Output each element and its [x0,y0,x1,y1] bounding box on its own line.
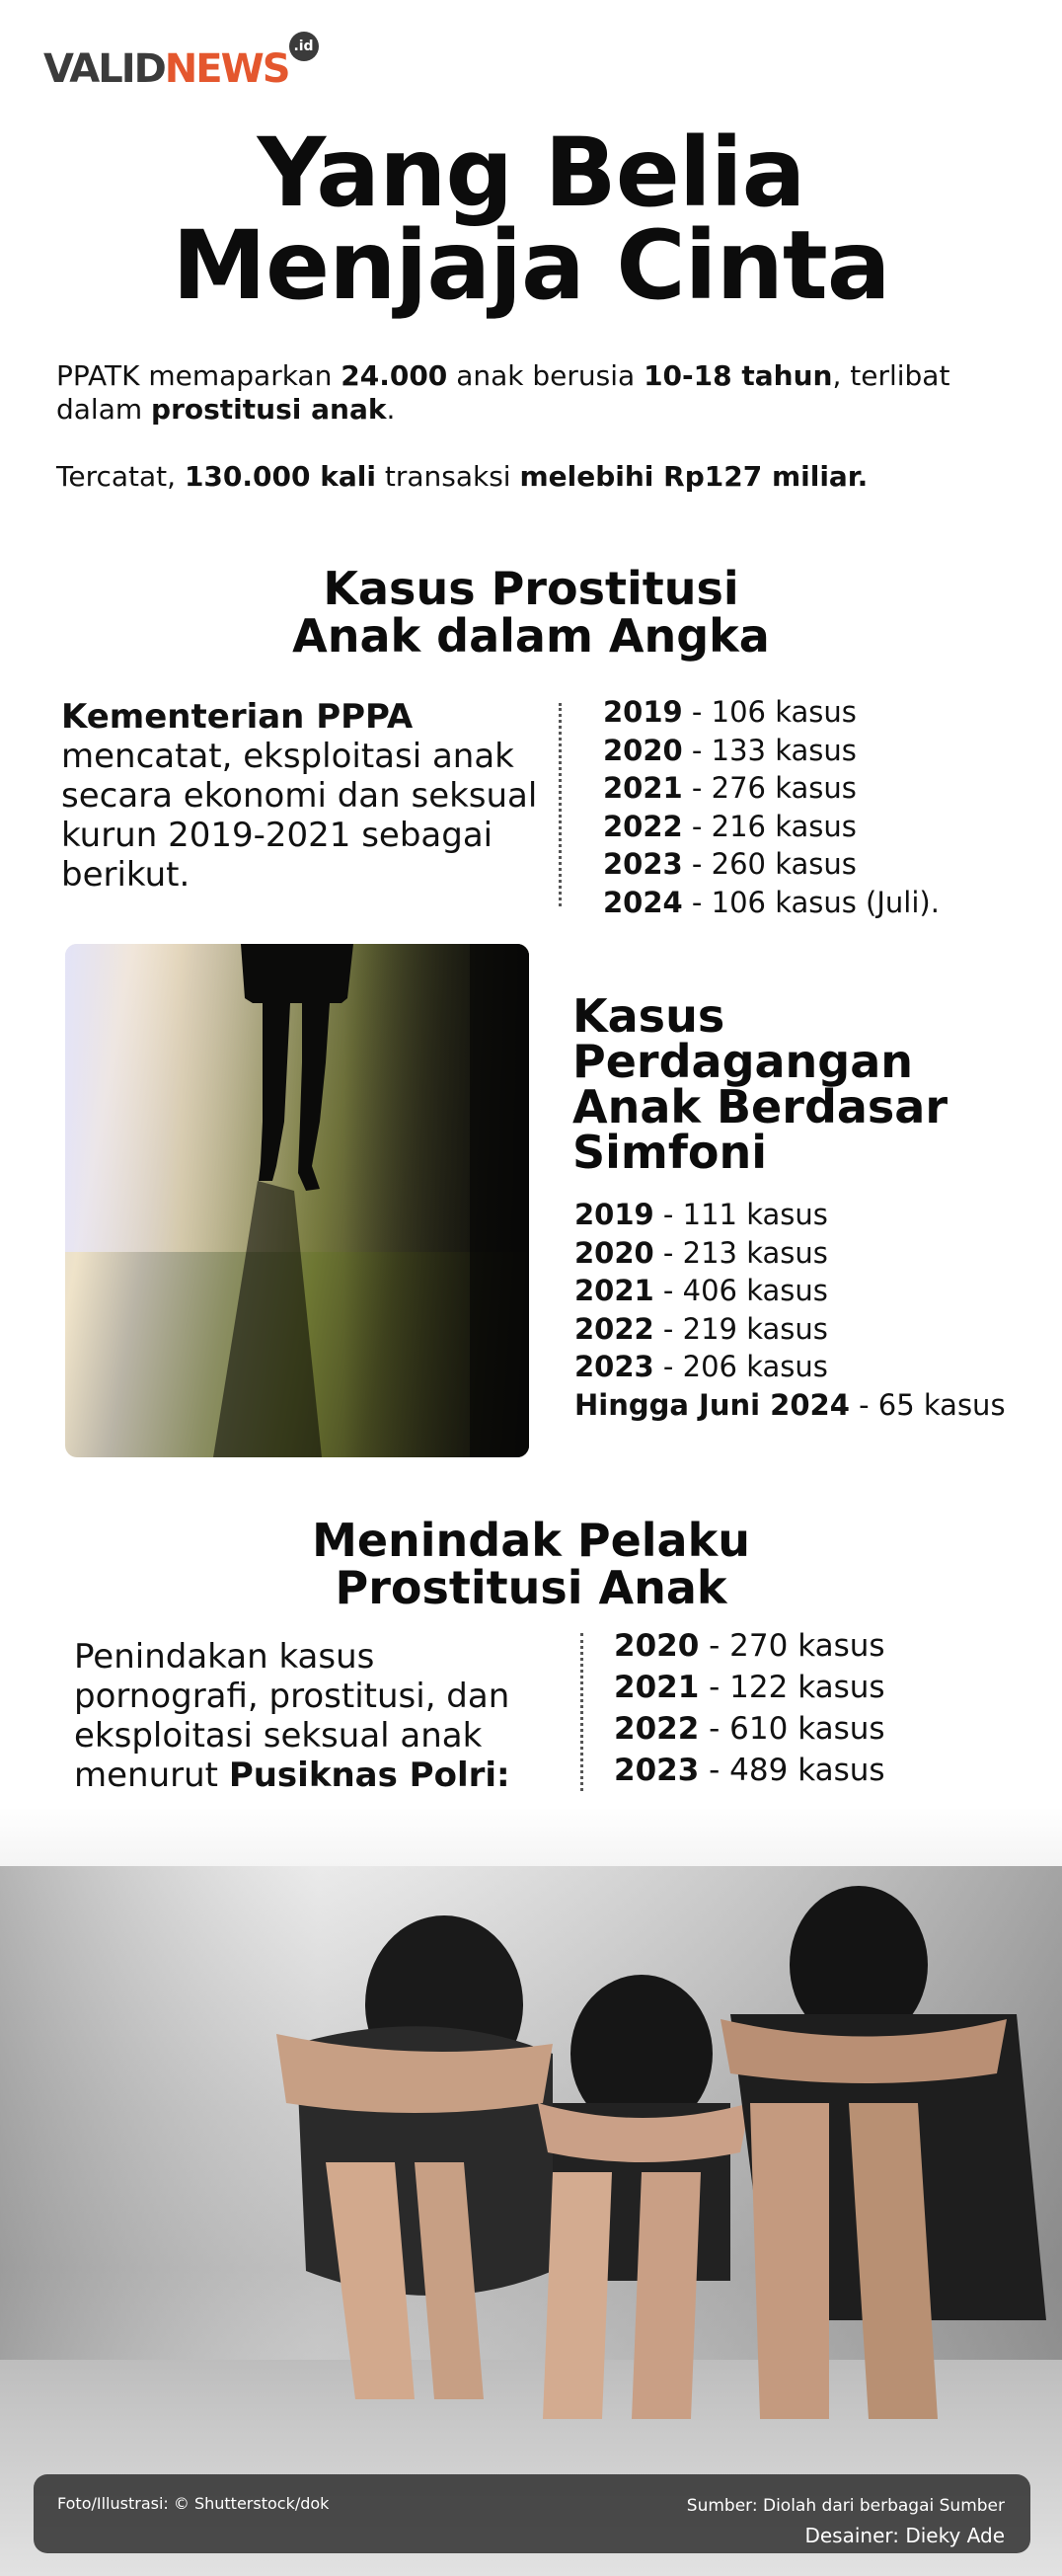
case-count: - 260 kasus [682,847,857,881]
intro-paragraph-2 [56,460,1004,494]
case-count: - 489 kasus [699,1753,885,1788]
case-row [574,1272,1048,1310]
section1-description [61,697,555,895]
case-count: - 65 kasus [849,1387,1006,1422]
case-year: 2023 [614,1753,700,1788]
intro-p1-segment: 24.000 [341,359,448,392]
section3-title-line-2: Prostitusi Anak [335,1561,727,1614]
source-credit: Sumber: Diolah dari berbagai Sumber [686,2496,1005,2516]
case-row [603,845,1037,884]
case-row [603,769,1037,808]
section3-description-text: Penindakan kasus pornografi, prostitusi, dan eksploitasi seksual anak menurut [74,1637,510,1795]
case-year: 2023 [574,1350,654,1383]
case-year: 2023 [603,847,683,881]
intro-p1-segment: , terlibat dalam [56,359,950,426]
section2-case-list [574,1196,1048,1424]
children-illustration [0,1807,1062,2576]
case-count: - 111 kasus [653,1198,828,1231]
section1-source-org: Kementerian PPPA [61,697,414,737]
section2-title-line: Simfoni [572,1126,767,1179]
case-row [574,1310,1048,1349]
section1-title-line-2: Anak dalam Angka [292,609,770,663]
section2-title-line: Anak Berdasar [572,1080,948,1133]
title-line-1: Yang Belia [257,117,805,228]
case-count: - 276 kasus [682,771,857,805]
section3-title [0,1514,1062,1614]
case-year: 2020 [603,733,683,767]
section1-case-list [603,693,1037,921]
section3-description [74,1637,548,1795]
case-row [614,1708,1028,1750]
case-row [574,1386,1048,1425]
designer-credit: Desainer: Dieky Ade [804,2524,1005,2547]
intro-p1-segment: prostitusi anak [151,393,387,426]
case-year: 2022 [603,809,683,843]
section3-title-line-1: Menindak Pelaku [312,1514,750,1567]
case-row [603,732,1037,770]
intro-p1-segment: . [386,393,396,426]
section2-title-line: Perdagangan [572,1035,913,1088]
section2-title-line: Kasus [572,989,725,1043]
page-title [0,117,1062,321]
intro-p1-segment: anak berusia [447,359,645,392]
photo-three-children [0,1807,1062,2576]
section3-case-list [614,1625,1028,1791]
case-year: Hingga Juni 2024 [574,1387,850,1422]
section2-title [572,989,1046,1179]
case-count: - 122 kasus [699,1670,885,1705]
intro-p2-segment: transaksi [375,460,520,493]
case-year: 2021 [603,771,683,805]
case-row [603,808,1037,846]
intro-p2-segment: 130.000 kali [184,460,376,493]
section1-description-text: mencatat, eksploitasi anak secara ekonomi dan seksual kurun 2019-2021 sebagai berikut. [61,737,538,895]
case-count: - 406 kasus [653,1274,828,1307]
case-count: - 219 kasus [653,1311,828,1346]
case-row [614,1750,1028,1791]
section1-divider [559,703,562,906]
case-year: 2021 [574,1274,654,1307]
case-year: 2021 [614,1670,700,1705]
section3-source-org: Pusiknas Polri: [228,1756,510,1795]
case-year: 2019 [603,695,683,729]
case-count: - 133 kasus [682,733,857,767]
case-year: 2022 [614,1711,700,1747]
intro-paragraph-1 [56,359,1004,427]
case-year: 2020 [614,1628,700,1664]
photo-credit: Foto/Illustrasi: © Shutterstock/dok [57,2494,330,2513]
intro-p1-segment: PPATK memaparkan [56,359,341,392]
photo-silhouette-girl [65,944,529,1457]
case-row [614,1667,1028,1708]
case-year: 2019 [574,1198,654,1231]
case-row [574,1348,1048,1386]
case-count: - 206 kasus [653,1350,828,1383]
logo-news-text: NEWS [164,46,289,92]
intro-p1-segment: 10-18 tahun [644,359,833,392]
case-count: - 106 kasus (Juli). [682,885,940,919]
case-row [614,1625,1028,1667]
case-row [603,884,1037,922]
logo-valid-text: VALID [43,46,165,92]
validnews-logo [43,38,314,92]
intro-p2-segment: melebihi Rp127 miliar. [519,460,869,493]
case-count: - 610 kasus [699,1711,885,1747]
case-count: - 213 kasus [653,1235,828,1270]
silhouette-figure [65,944,529,1457]
section1-title [0,562,1062,663]
logo-id-badge: .id [289,32,319,61]
case-year: 2020 [574,1235,654,1270]
intro-p2-segment: Tercatat, [56,460,185,493]
case-year: 2024 [603,885,683,919]
case-count: - 270 kasus [699,1628,885,1664]
case-count: - 106 kasus [682,695,857,729]
section3-divider [580,1633,583,1791]
case-row [603,693,1037,732]
case-row [574,1234,1048,1273]
section1-title-line-1: Kasus Prostitusi [323,562,739,615]
title-line-2: Menjaja Cinta [172,210,890,321]
case-count: - 216 kasus [682,809,857,843]
case-year: 2022 [574,1311,654,1346]
case-row [574,1196,1048,1234]
